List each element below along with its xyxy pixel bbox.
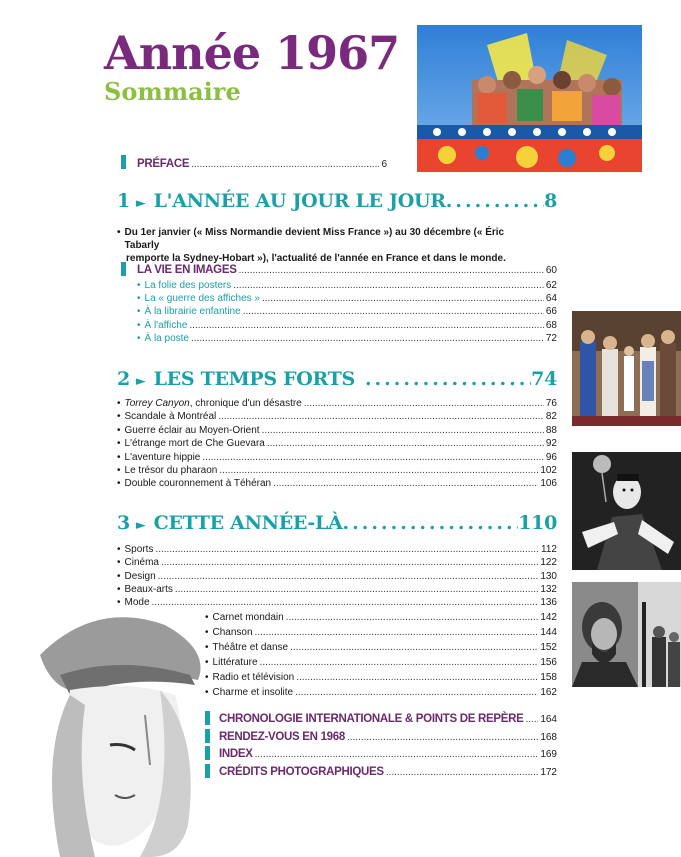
bullet-icon: •: [117, 465, 121, 476]
toc-item[interactable]: [117, 411, 557, 422]
toc-item-label: Beaux-arts: [124, 583, 173, 595]
toc-item-page: 102: [540, 465, 557, 476]
toc-item-page: 64: [545, 293, 557, 305]
bullet-icon: •: [205, 672, 209, 683]
toc-item-label: Littérature: [212, 657, 258, 668]
toc-item[interactable]: [117, 438, 557, 449]
section-1-title: L'ANNÉE AU JOUR LE JOUR: [153, 190, 446, 212]
toc-item-page: 152: [540, 642, 557, 653]
closing-marker: [205, 764, 210, 778]
toc-item[interactable]: [117, 571, 557, 582]
toc-item-label: Charme et insolite: [212, 687, 294, 698]
bullet-icon: •: [205, 687, 209, 698]
bullet-icon: •: [117, 570, 121, 582]
bullet-icon: •: [137, 293, 141, 305]
toc-item-page: 112: [541, 544, 557, 555]
bullet-icon: •: [117, 424, 121, 436]
toc-item[interactable]: [205, 612, 557, 623]
bullet-icon: •: [205, 612, 209, 623]
toc-item-label: À l'affiche: [144, 319, 188, 331]
toc-item-page: 66: [545, 306, 557, 318]
coronation-photo: [572, 311, 681, 426]
toc-item[interactable]: [117, 584, 557, 595]
toc-item-label: Cinéma: [124, 557, 159, 569]
toc-item-page: 144: [540, 627, 557, 638]
toc-item-page: 96: [545, 451, 557, 463]
toc-item[interactable]: [117, 425, 557, 436]
closing-marker: [205, 711, 210, 725]
toc-item[interactable]: [117, 478, 557, 489]
bullet-icon: •: [137, 319, 141, 331]
toc-item-label: Chanson: [212, 627, 253, 638]
section-2-page: 74: [531, 368, 557, 390]
toc-item-label: Double couronnement à Téhéran: [124, 478, 272, 490]
section-1-page: 8: [544, 190, 557, 212]
toc-item-page: 92: [545, 438, 557, 450]
toc-item-label: Sports: [124, 544, 154, 555]
toc-item-label: Théâtre et danse: [212, 642, 289, 653]
toc-item-page: 72: [545, 332, 557, 344]
mime-photo: [572, 452, 681, 570]
toc-item[interactable]: [137, 306, 557, 317]
toc-item[interactable]: [205, 642, 557, 653]
section-2-heading[interactable]: 2 ► LES TEMPS FORTS ..... 74: [117, 368, 557, 390]
toc-item-page: 156: [540, 657, 557, 668]
bullet-icon: •: [137, 332, 141, 344]
toc-item-label: Le trésor du pharaon: [124, 465, 218, 476]
toc-item-page: 162: [540, 687, 557, 698]
girl-beret-photo: [0, 595, 215, 857]
toc-item-page: 158: [540, 672, 557, 683]
toc-closing-item[interactable]: CHRONOLOGIE INTERNATIONALE & POINTS DE REPÈRE ..... 164: [219, 713, 557, 725]
toc-item-label: La « guerre des affiches »: [144, 293, 260, 305]
toc-item[interactable]: [205, 657, 557, 668]
section-1-heading[interactable]: 1 ► L'ANNÉE AU JOUR LE JOUR ..... 8: [117, 190, 557, 212]
toc-item-page: 142: [540, 612, 557, 623]
toc-item[interactable]: [137, 280, 557, 291]
bullet-icon: •: [117, 411, 121, 423]
triangle-icon: ►: [135, 518, 146, 533]
section-3-heading[interactable]: 3 ► CETTE ANNÉE-LÀ ..... 110: [117, 512, 557, 534]
toc-item-label: À la poste: [144, 332, 189, 344]
toc-item-page: 136: [540, 597, 557, 609]
toc-item-page: 132: [540, 583, 557, 595]
toc-item[interactable]: • Torrey Canyon, chronique d'un désastre ..... 76: [117, 398, 557, 409]
toc-item-page: 130: [540, 570, 557, 582]
section-2-title: LES TEMPS FORTS: [153, 368, 355, 390]
toc-item-page: 68: [545, 319, 557, 331]
preface-marker: [121, 155, 126, 169]
toc-item-label: À la librairie enfantine: [144, 306, 241, 318]
toc-item-page: 106: [540, 478, 557, 490]
bullet-icon: •: [117, 438, 121, 450]
toc-item[interactable]: [117, 557, 557, 568]
bullet-icon: •: [205, 657, 209, 668]
triangle-icon: ►: [135, 196, 146, 211]
toc-item-label: Guerre éclair au Moyen-Orient: [124, 424, 260, 436]
bullet-icon: •: [137, 280, 141, 291]
toc-item-page: 122: [540, 557, 557, 569]
toc-item-label: , chronique d'un désastre: [189, 398, 302, 409]
toc-item-page: 82: [545, 411, 557, 423]
toc-item-page: 88: [545, 424, 557, 436]
toc-item-label: Mode: [124, 597, 150, 609]
toc-item-label: L'étrange mort de Che Guevara: [124, 438, 265, 450]
bullet-icon: •: [117, 557, 121, 569]
toc-item-label: Radio et télévision: [212, 672, 295, 683]
toc-closing-item[interactable]: RENDEZ-VOUS EN 1968 ..... 168: [219, 731, 557, 743]
toc-item[interactable]: [117, 465, 557, 476]
bullet-icon: •: [205, 642, 209, 653]
toc-vie-en-images[interactable]: LA VIE EN IMAGES ..... 60: [137, 264, 557, 276]
section-3-title: CETTE ANNÉE-LÀ: [153, 512, 343, 534]
page-title: Année 1967: [104, 26, 400, 80]
toc-item[interactable]: [117, 544, 557, 555]
hippie-bus-photo: [417, 25, 642, 172]
bullet-icon: •: [117, 398, 121, 409]
toc-closing-item[interactable]: CRÉDITS PHOTOGRAPHIQUES ..... 172: [219, 766, 557, 778]
toc-item-page: 62: [545, 280, 557, 291]
toc-item-label: Carnet mondain: [212, 612, 284, 623]
bullet-icon: •: [205, 627, 209, 638]
toc-item-label: La folie des posters: [144, 280, 232, 291]
preface-page: 6: [381, 159, 387, 170]
che-guevara-photo: [572, 582, 681, 687]
toc-item[interactable]: [137, 320, 557, 331]
vie-marker: [121, 262, 126, 276]
section-1-intro: • Du 1er janvier (« Miss Normandie devient Miss France ») au 30 décembre (« Éric Tabarly remporte la Sydney-Hobart »), l'actualité de l'année en France et dans le monde.: [117, 227, 506, 264]
toc-item-label: Scandale à Montréal: [124, 411, 217, 423]
bullet-icon: •: [117, 597, 121, 609]
triangle-icon: ►: [135, 374, 146, 389]
preface-label: PRÉFACE: [137, 158, 190, 170]
closing-marker: [205, 746, 210, 760]
toc-item[interactable]: [205, 672, 557, 683]
toc-closing-item[interactable]: INDEX ..... 169: [219, 748, 557, 760]
page-subtitle: Sommaire: [104, 77, 241, 106]
toc-item[interactable]: [137, 333, 557, 344]
toc-item[interactable]: [205, 627, 557, 638]
bullet-icon: •: [117, 478, 121, 490]
toc-item-label: Design: [124, 570, 156, 582]
toc-item[interactable]: [117, 452, 557, 463]
closing-marker: [205, 729, 210, 743]
toc-preface[interactable]: [137, 158, 387, 170]
bullet-icon: •: [117, 544, 121, 555]
toc-item[interactable]: [137, 293, 557, 304]
toc-item-page: 76: [545, 398, 557, 409]
toc-item[interactable]: [205, 687, 557, 698]
bullet-icon: •: [137, 306, 141, 318]
bullet-icon: •: [117, 451, 121, 463]
bullet-icon: •: [117, 583, 121, 595]
toc-item-label: L'aventure hippie: [124, 451, 201, 463]
section-3-page: 110: [518, 512, 557, 534]
